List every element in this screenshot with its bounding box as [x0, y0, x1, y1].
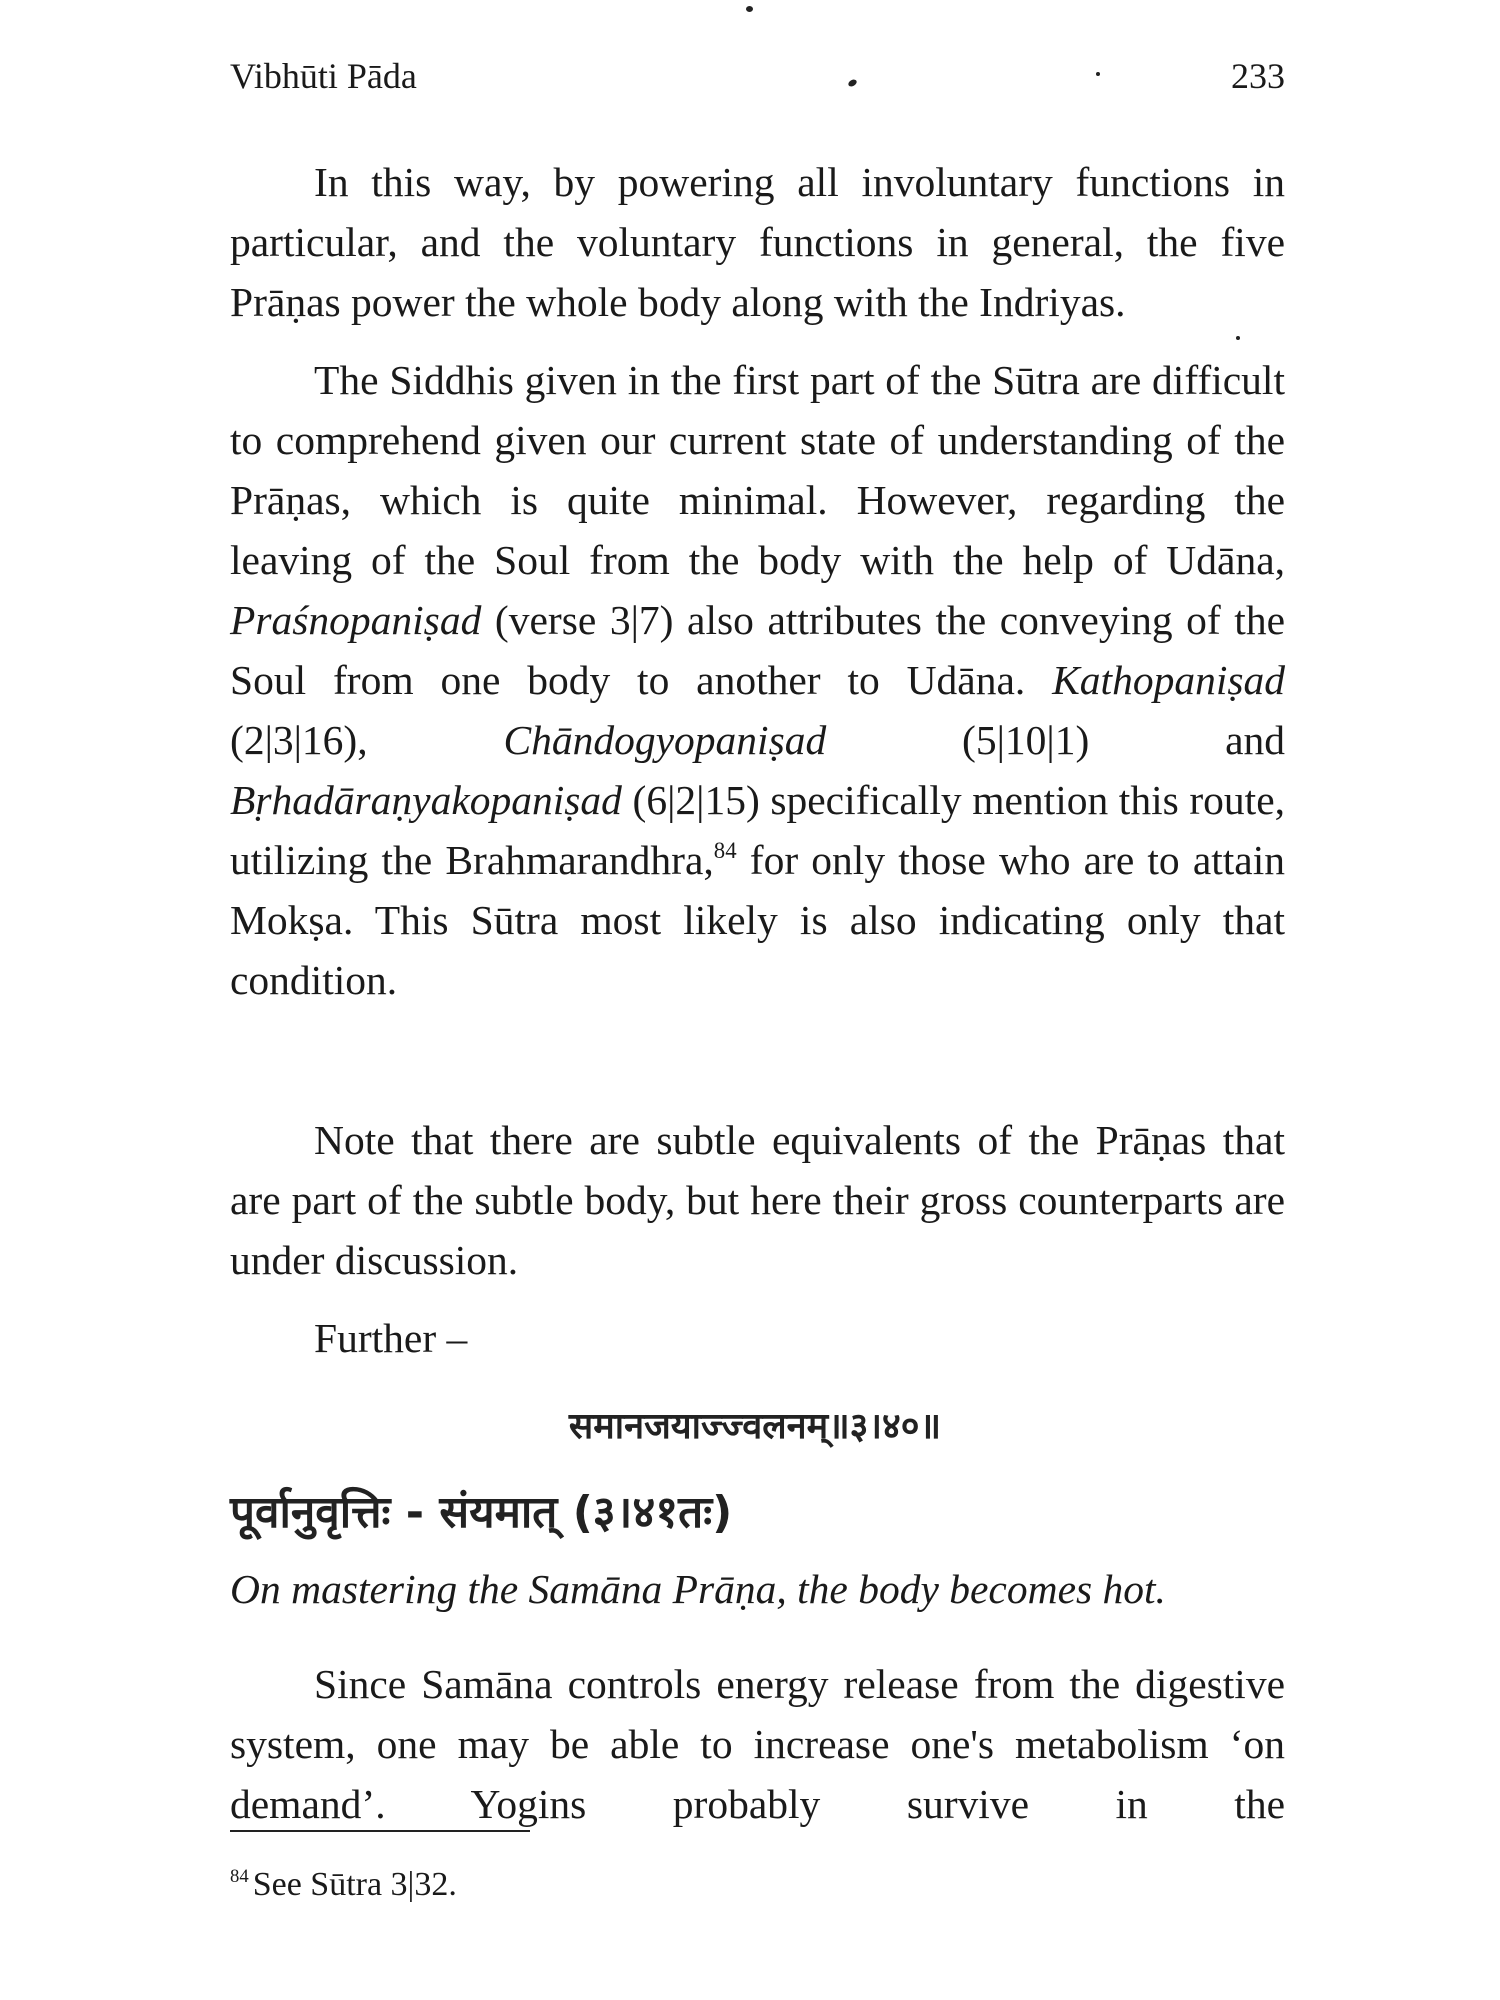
paragraph-1: In this way, by powering all involuntary functions in particular, and the voluntary functions in general, the five Prāṇas power the whole body along with the Indriyas. — [230, 159, 1285, 325]
footnote-text: See Sūtra 3|32. — [252, 1866, 457, 1903]
paragraph-4-block — [230, 1308, 1285, 1368]
purvanuvritti-line: पूर्वानुवृत्तिः - संयमात् (३।४१तः) — [230, 1487, 733, 1538]
paragraph-2-text: (verse 3|7) also attributes the conveying of the Soul from one body to another to Udāna. — [230, 597, 1285, 703]
paragraph-2-text: The Siddhis given in the first part of the Sūtra are difficult to comprehend given our current state of understanding of the Prāṇas, which is quite minimal. However, regarding the leaving of the Soul from the body with the help of Udāna, — [230, 357, 1285, 583]
paragraph-3-block — [230, 1110, 1285, 1290]
paragraph-4: Further – — [314, 1315, 468, 1361]
print-speck — [1236, 336, 1240, 340]
running-title: Vibhūti Pāda — [230, 56, 417, 96]
text-title-brhadaranyakopanisad: Bṛhadāraṇyakopaniṣad — [230, 777, 622, 823]
running-header — [230, 55, 1285, 105]
text-title-chandogyopanisad: Chāndogyopaniṣad — [503, 717, 827, 763]
paragraph-2-text: for only those who are to attain Mokṣa. This Sūtra most likely is also indicating only that condition. — [230, 837, 1286, 1003]
sutra-verse: समानजयाज्ज्वलनम्॥३।४०॥ — [568, 1406, 942, 1447]
paragraph-2 — [230, 350, 1285, 1010]
footnote-marker: 84 — [230, 1865, 249, 1887]
footnote-divider — [230, 1830, 530, 1832]
paragraph-5-block — [230, 1654, 1285, 1834]
paragraph-2-block — [230, 350, 1285, 1010]
paragraph-2-text: (5|10|1) and — [826, 717, 1285, 763]
paragraph-2-text: (2|3|16), — [230, 717, 504, 763]
page-number: 233 — [1231, 56, 1285, 96]
text-title-kathopanisad: Kathopaniṣad — [1052, 657, 1285, 703]
paragraph-2-text: (6|2|15) specifically mention this route, utilizing the Brahmarandhra, — [230, 777, 1285, 883]
footnote-reference: 84 — [713, 838, 737, 864]
sutra-translation: On mastering the Samāna Prāṇa, the body becomes hot. — [230, 1566, 1166, 1612]
paragraph-5: Since Samāna controls energy release from the digestive system, one may be able to increase one's metabolism ‘on demand’. Yogins probably survive in the — [230, 1661, 1285, 1827]
text-title-prasnopanisad: Praśnopaniṣad — [230, 597, 482, 643]
footnote — [230, 1866, 457, 1904]
paragraph-1-block — [230, 152, 1285, 332]
paragraph-3: Note that there are subtle equivalents of the Prāṇas that are part of the subtle body, but here their gross counterparts are under discussion. — [230, 1117, 1285, 1283]
print-speck — [746, 6, 753, 12]
